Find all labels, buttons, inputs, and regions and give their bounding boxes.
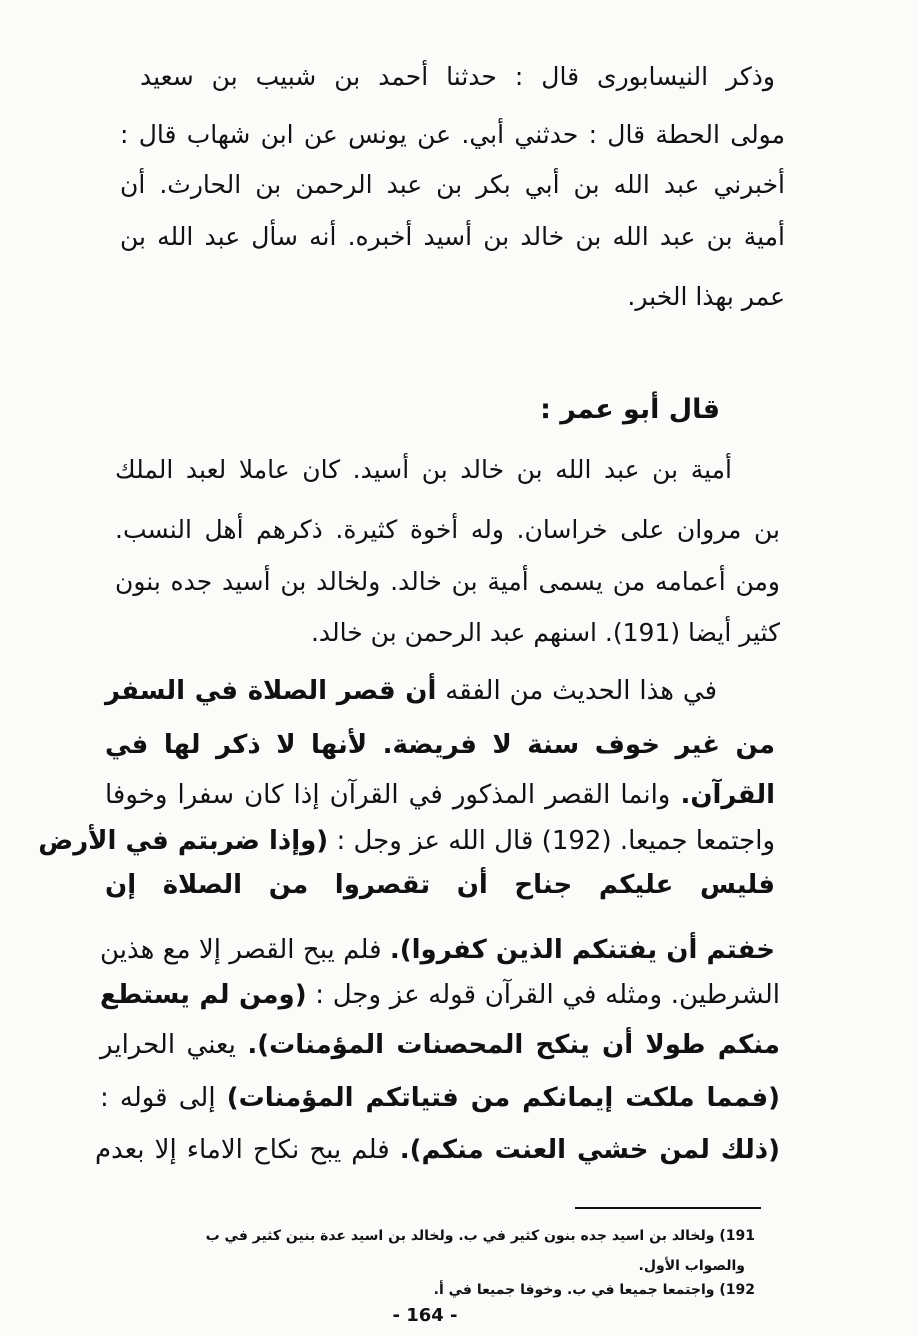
paragraph-1-line-5: عمر بهذا الخبر. [627,282,785,311]
line-6-bold-text: خفتم أن يفتنكم الذين كفروا). [389,935,775,965]
paragraph-3-line-6 [100,935,775,965]
footnote-192: 192) واجتمعا جميعا في ب. وخوفا جميعا في أ. [433,1282,755,1298]
paragraph-1-line-2: مولى الحطة قال : حدثني أبي. عن يونس عن ابن شهاب قال : [120,120,785,149]
paragraph-3-line-8 [100,1030,780,1060]
paragraph-3-line-10 [95,1135,780,1165]
paragraph-3-line-2 [105,730,775,760]
paragraph-1-line-4: أمية بن عبد الله بن خالد بن أسيد أخبره. أنه سأل عبد الله بن [120,222,785,251]
paragraph-3-line-4 [38,826,775,856]
footnote-191-line-2: والصواب الأول. [638,1258,745,1274]
line-5-bold-text: فليس عليكم جناح أن تقصروا من الصلاة إن [105,870,775,900]
page-number: - 164 - [392,1305,458,1326]
paragraph-3-line-1 [105,676,717,706]
line-3-normal-text: وانما القصر المذكور في القرآن إذا كان سفرا وخوفا [105,780,681,810]
line-4-normal-text: واجتمعا جميعا. (192) قال الله عز وجل : [328,826,775,856]
paragraph-2-line-3: ومن أعمامه من يسمى أمية بن خالد. ولخالد بن أسيد جده بنون [115,567,780,596]
line-10-normal-text: فلم يبح نكاح الاماء إلا بعدم [95,1135,400,1165]
line-1-bold-text: أن قصر الصلاة في السفر [105,676,437,706]
line-7-normal-text: الشرطين. ومثله في القرآن قوله عز وجل : [306,980,780,1010]
paragraph-1-line-3: أخبرني عبد الله بن أبي بكر بن عبد الرحمن بن الحارث. أن [120,170,785,199]
line-8-normal-text: يعني الحراير [100,1030,248,1060]
line-9-bold-text: (فمما ملكت إيمانكم من فتياتكم المؤمنات) [226,1083,780,1113]
paragraph-1-line-1: وذكر النيسابورى قال : حدثنا أحمد بن شبيب بن سعيد [140,62,775,91]
footnote-191-line-1: 191) ولخالد بن اسيد جده بنون كثير في ب. ولخالد بن اسيد عدة بنين كثير في ب [205,1228,755,1244]
line-1-normal-text: في هذا الحديث من الفقه [436,676,717,706]
line-3-bold-text: القرآن. [680,780,775,810]
line-2-bold-text: من غير خوف سنة لا فريضة. لأنها لا ذكر لها في [105,730,775,760]
paragraph-3-line-9 [100,1083,780,1113]
line-6-normal-text: فلم يبح القصر إلا مع هذين [100,935,390,965]
footnote-separator [575,1207,761,1209]
section-heading: قال أبو عمر : [540,394,720,425]
paragraph-2-line-4: كثير أيضا (191). اسنهم عبد الرحمن بن خالد. [310,618,780,647]
line-4-bold-text: (وإذا ضربتم في الأرض [38,826,329,856]
paragraph-3-line-3 [105,780,775,810]
line-7-bold-text: (ومن لم يستطع [100,980,307,1010]
paragraph-2-line-1: أمية بن عبد الله بن خالد بن أسيد. كان عاملا لعبد الملك [115,455,732,484]
line-10-bold-text: (ذلك لمن خشي العنت منكم). [399,1135,781,1165]
paragraph-2-line-2: بن مروان على خراسان. وله أخوة كثيرة. ذكرهم أهل النسب. [115,515,780,544]
line-8-bold-text: منكم طولا أن ينكح المحصنات المؤمنات). [247,1030,781,1060]
line-9-normal-text: إلى قوله : [100,1083,227,1113]
paragraph-3-line-7 [100,980,780,1010]
paragraph-3-line-5 [105,870,775,900]
